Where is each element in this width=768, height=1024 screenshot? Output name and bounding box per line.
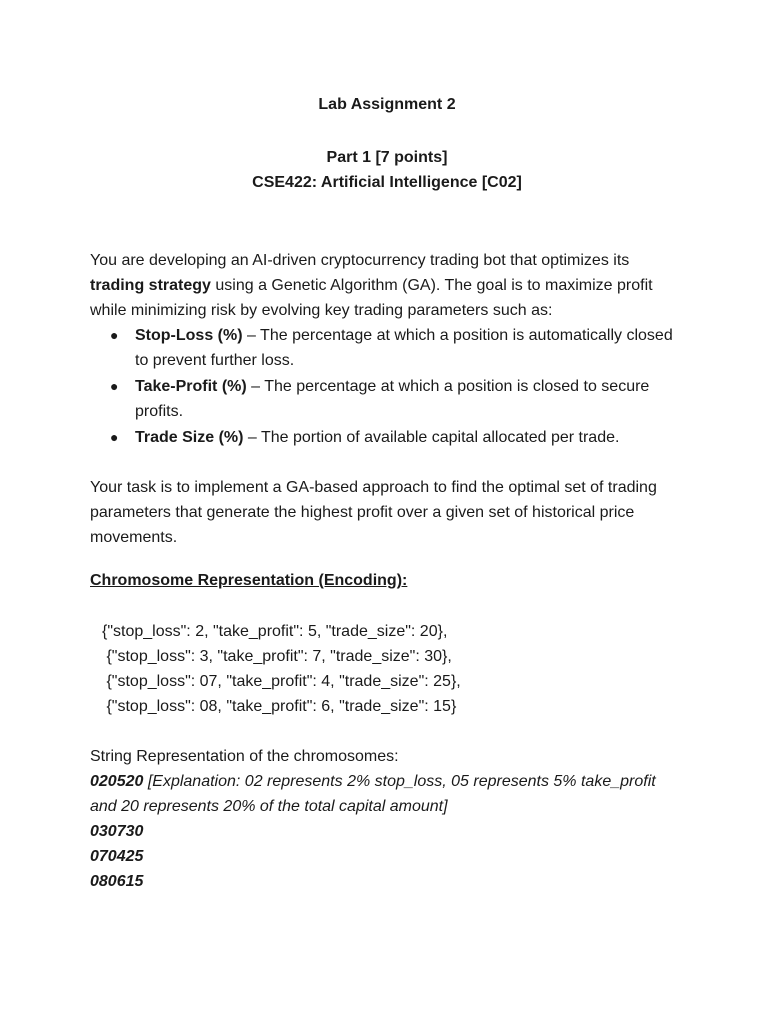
chromosome-line: {"stop_loss": 08, "take_profit": 6, "trade_size": 15} [102,698,457,715]
list-item [110,323,684,373]
string-code: 080615 [90,873,144,890]
intro-bold-phrase: trading strategy [90,277,211,294]
intro-text-before: You are developing an AI-driven cryptocurrency trading bot that optimizes its [90,252,630,269]
chromosome-list [90,619,684,719]
parameter-description: – The percentage at which a position is closed to secure profits. [135,378,650,420]
encoding-heading: Chromosome Representation (Encoding): [90,572,408,589]
parameter-list [90,323,684,450]
string-code-line [90,769,684,819]
intro-text-after: using a Genetic Algorithm (GA). The goal is to maximize profit while minimizing risk by evolving key trading parameters such as: [90,277,653,319]
task-paragraph: Your task is to implement a GA-based approach to find the optimal set of trading parameters that generate the highest profit over a given set of historical price movements. [90,479,657,546]
parameter-term: Take-Profit (%) [135,378,247,395]
chromosome-line: {"stop_loss": 2, "take_profit": 5, "trade_size": 20}, [102,623,448,640]
chromosome-line: {"stop_loss": 07, "take_profit": 4, "trade_size": 25}, [102,673,461,690]
bullet-icon: ● [110,429,119,445]
string-code: 020520 [90,773,144,790]
course-heading: CSE422: Artificial Intelligence [C02] [252,174,522,191]
parameter-description: – The percentage at which a position is automatically closed to prevent further loss. [135,327,673,369]
code-explanation: [Explanation: 02 represents 2% stop_loss, 05 represents 5% take_profit and 20 represents 20% of the total capital amount] [90,773,656,815]
string-code: 030730 [90,823,144,840]
part-heading: Part 1 [7 points] [326,149,448,166]
bullet-icon: ● [110,327,119,343]
parameter-term: Stop-Loss (%) [135,327,243,344]
assignment-title: Lab Assignment 2 [318,96,456,113]
list-item [110,374,684,424]
string-representation-heading: String Representation of the chromosomes: [90,748,399,765]
list-item [110,425,684,450]
chromosome-line: {"stop_loss": 3, "take_profit": 7, "trade_size": 30}, [102,648,452,665]
intro-paragraph [90,248,684,323]
string-code: 070425 [90,848,144,865]
parameter-description: – The portion of available capital allocated per trade. [243,429,620,446]
bullet-icon: ● [110,378,119,394]
parameter-term: Trade Size (%) [135,429,244,446]
